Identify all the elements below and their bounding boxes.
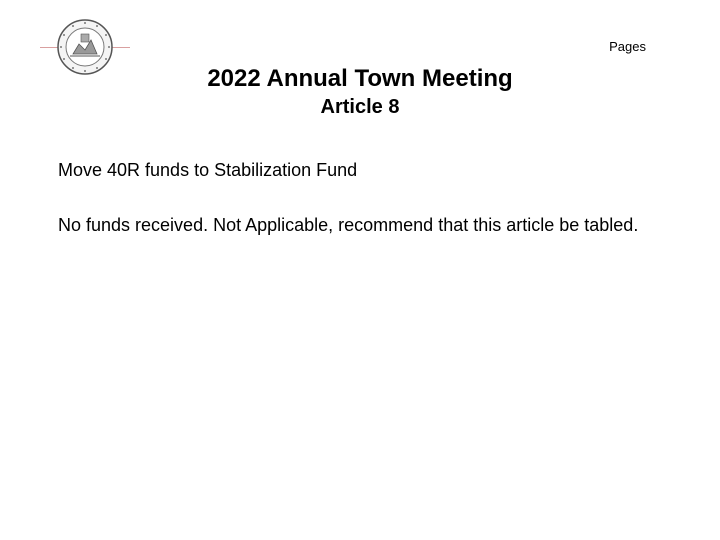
page-title: 2022 Annual Town Meeting — [207, 65, 513, 92]
article-body — [58, 159, 678, 269]
page-subtitle: Article 8 — [320, 96, 400, 118]
title-block — [0, 64, 720, 120]
body-paragraph-recommendation: No funds received. Not Applicable, recommend that this article be tabled. — [58, 215, 639, 235]
pages-label: Pages — [609, 39, 646, 54]
body-paragraph-motion: Move 40R funds to Stabilization Fund — [58, 160, 358, 180]
